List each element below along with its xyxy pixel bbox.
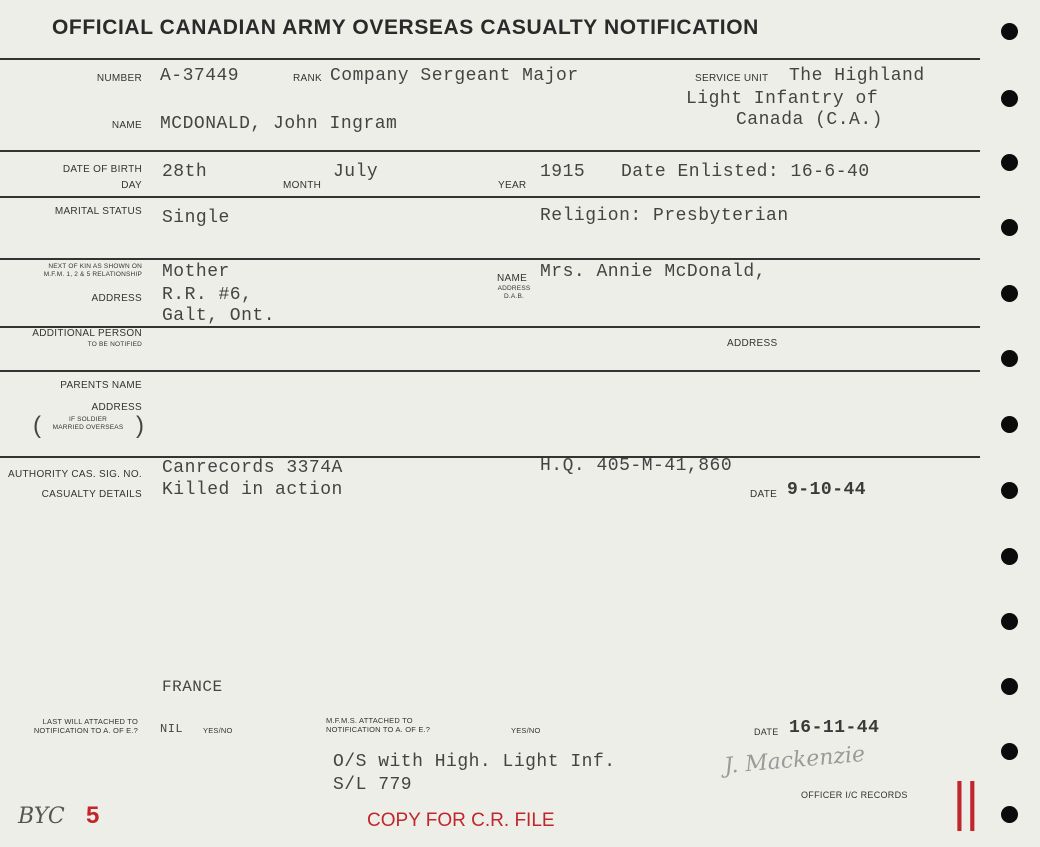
service-unit-line-2: Light Infantry of [686,89,879,109]
name-label: NAME [111,120,142,131]
red-tally-mark: || [951,773,977,831]
mfms-line-1: M.F.M.S. ATTACHED TO [326,716,413,725]
nok-relationship-value: Mother [162,262,230,282]
service-unit-label: SERVICE UNIT [695,73,769,84]
nok-address-sub-label: ADDRESS [497,285,531,292]
nok-dab-sub-label: D.A.B. [504,293,524,300]
casualty-date-label: DATE [750,489,778,500]
punch-hole [1001,219,1018,236]
last-will-yes-no: YES/NO [203,726,233,735]
name-value: MCDONALD, John Ingram [160,114,398,134]
paren-left: ( [33,412,41,439]
punch-hole [1001,154,1018,171]
remark-line-2: S/L 779 [333,775,413,795]
rule-marital [0,196,980,198]
nok-name-sub-label [494,285,534,301]
casualty-value: Killed in action [162,480,343,500]
number-label: NUMBER [96,73,142,84]
handwritten-code: BYC [18,804,65,829]
last-will-value: NIL [160,722,184,736]
dob-day-value: 28th [162,162,208,182]
last-will-line-1: LAST WILL ATTACHED TO [42,717,138,726]
authority-label: AUTHORITY CAS. SIG. NO. [8,469,142,480]
rule-dob [0,150,980,152]
rule-nok [0,258,980,260]
last-will-line-2: NOTIFICATION TO A. OF E.? [33,726,138,735]
remark-line-1: O/S with High. Light Inf. [333,752,616,772]
punch-hole [1001,482,1018,499]
punch-hole [1001,350,1018,367]
nok-address-line-1: R.R. #6, [162,285,253,305]
paren-right: ) [136,412,144,439]
punch-hole [1001,743,1018,760]
parents-name-label: PARENTS NAME [60,380,142,391]
rule-parents [0,370,980,372]
month-label: MONTH [283,180,322,191]
officer-signature: J. Mackenzie [723,741,867,780]
nok-name-label: NAME [497,273,528,284]
if-soldier-line-2: MARRIED OVERSEAS [52,424,124,431]
parents-address-label: ADDRESS [91,402,142,413]
authority-value: Canrecords 3374A [162,458,343,478]
rank-label: RANK [293,73,322,84]
notification-date-value: 16-11-44 [789,718,880,738]
hq-value: H.Q. 405-M-41,860 [540,456,733,476]
additional-address-label: ADDRESS [727,338,778,349]
mfms-line-2: NOTIFICATION TO A. OF E.? [326,725,431,734]
additional-person-sub-label: TO BE NOTIFIED [87,341,142,348]
place-value: FRANCE [162,678,223,696]
number-value: A-37449 [160,66,240,86]
last-will-label [0,717,138,735]
casualty-details-label: CASUALTY DETAILS [41,489,142,500]
mfms-yes-no: YES/NO [511,726,541,735]
punch-hole [1001,285,1018,302]
form-title: OFFICIAL CANADIAN ARMY OVERSEAS CASUALTY NOTIFICATION [52,16,759,39]
day-label: DAY [121,180,142,191]
rule-authority [0,456,980,458]
punch-hole [1001,548,1018,565]
punch-hole [1001,806,1018,823]
next-of-kin-label-line-1: NEXT OF KIN AS SHOWN ON [48,263,142,270]
casualty-date-value: 9-10-44 [787,480,867,500]
year-label: YEAR [498,180,527,191]
punch-hole [1001,23,1018,40]
nok-address-label: ADDRESS [91,293,142,304]
punch-hole [1001,678,1018,695]
additional-person-label: ADDITIONAL PERSON [32,328,142,339]
dob-month-value: July [333,162,379,182]
rule-additional [0,326,980,328]
punch-hole [1001,613,1018,630]
religion-value: Religion: Presbyterian [540,206,789,226]
file-number-stamp: 5 [86,802,100,829]
date-enlisted-value: Date Enlisted: 16-6-40 [621,162,870,182]
nok-address-line-2: Galt, Ont. [162,306,276,326]
mfms-label [326,716,430,734]
copy-for-file-stamp: COPY FOR C.R. FILE [367,810,555,831]
marital-status-value: Single [162,208,230,228]
service-unit-line-1: The Highland [789,66,925,86]
marital-status-label: MARITAL STATUS [54,206,142,217]
nok-name-value: Mrs. Annie McDonald, [540,262,767,282]
if-soldier-line-1: IF SOLDIER [68,416,108,423]
next-of-kin-label [0,263,142,279]
punch-hole [1001,90,1018,107]
dob-label: DATE OF BIRTH [62,164,142,175]
if-soldier-label [40,416,136,432]
rank-value: Company Sergeant Major [330,66,579,86]
officer-label: OFFICER I/C RECORDS [801,790,908,800]
rule-top [0,58,980,60]
next-of-kin-label-line-2: M.F.M. 1, 2 & 5 RELATIONSHIP [43,271,142,278]
notification-date-label: DATE [754,727,779,737]
service-unit-line-3: Canada (C.A.) [736,110,883,130]
punch-hole [1001,416,1018,433]
dob-year-value: 1915 [540,162,586,182]
